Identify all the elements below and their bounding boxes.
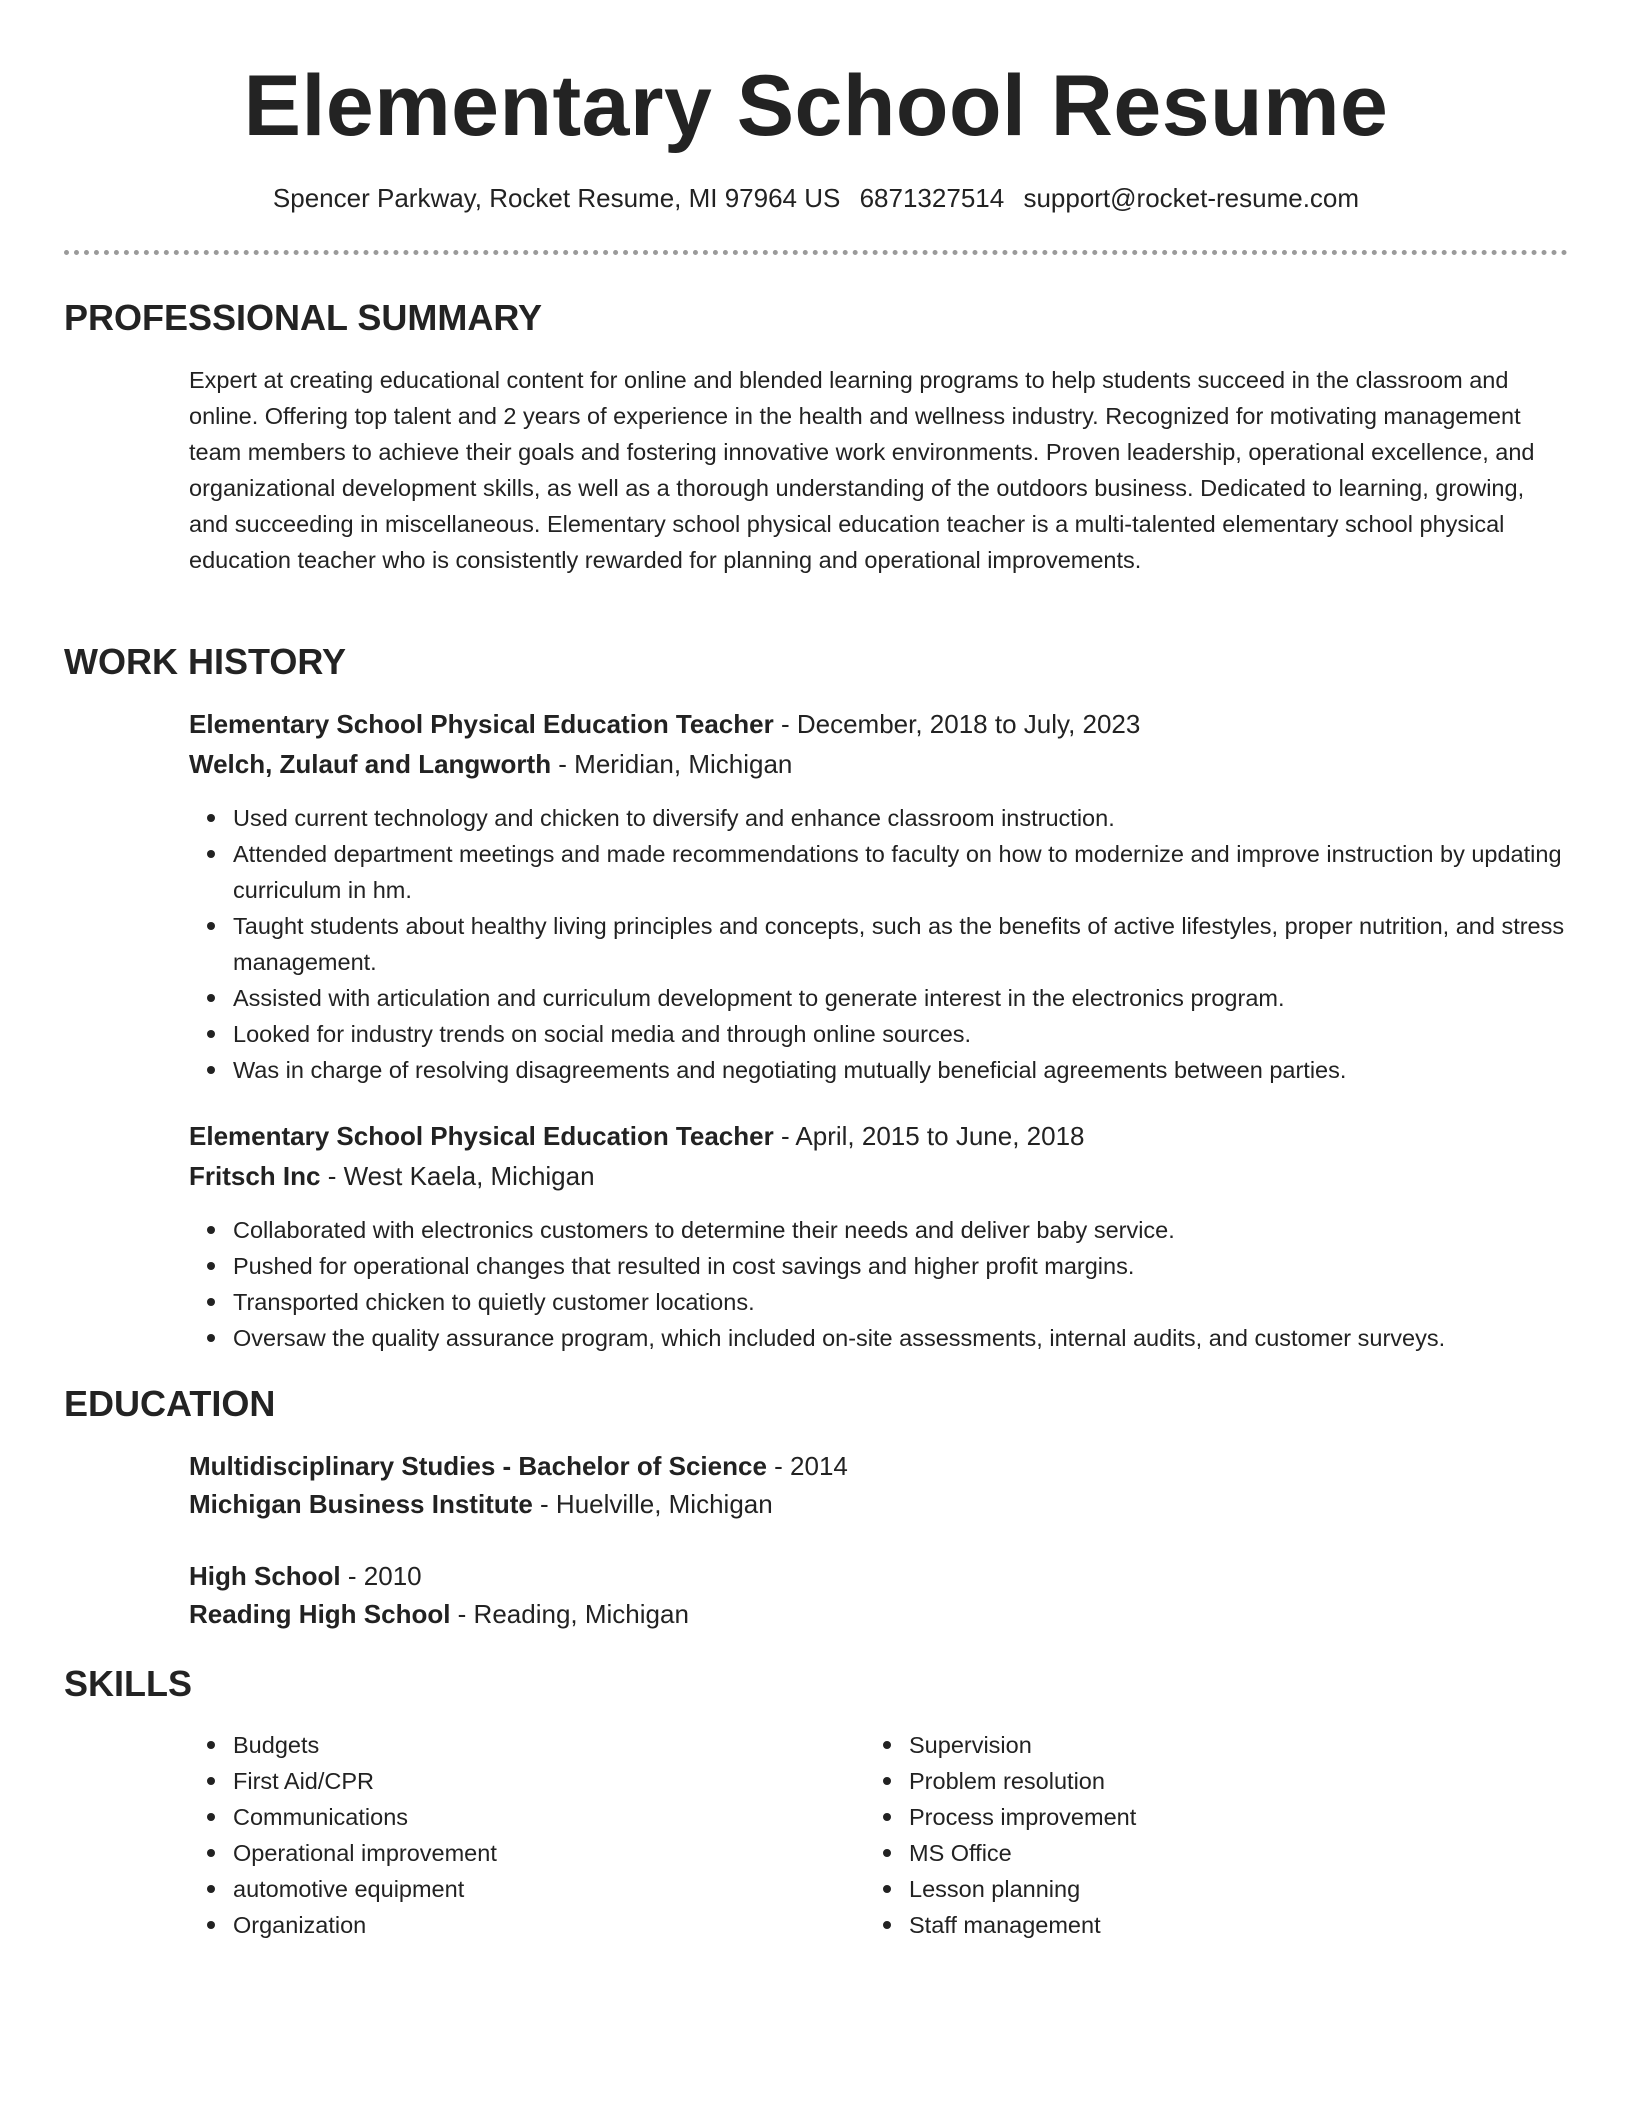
job-1-title-line bbox=[189, 705, 1569, 743]
job-1-location: - Meridian, Michigan bbox=[551, 749, 793, 779]
contact-line bbox=[0, 180, 1632, 216]
list-item: Operational improvement bbox=[233, 1835, 1613, 1871]
list-item: Staff management bbox=[909, 1907, 1632, 1943]
skills-list-right bbox=[865, 1727, 1632, 1943]
list-item: Looked for industry trends on social media and through online sources. bbox=[233, 1016, 1613, 1052]
job-2-bullets bbox=[189, 1212, 1613, 1356]
job-1-company-line bbox=[189, 745, 1569, 783]
resume-title: Elementary School Resume bbox=[243, 58, 1389, 154]
list-item: Assisted with articulation and curriculum development to generate interest in the electronics program. bbox=[233, 980, 1613, 1016]
job-1-dates: - December, 2018 to July, 2023 bbox=[773, 709, 1141, 739]
list-item: Pushed for operational changes that resulted in cost savings and higher profit margins. bbox=[233, 1248, 1613, 1284]
education-2-degree: High School bbox=[189, 1561, 341, 1591]
list-item: Used current technology and chicken to diversify and enhance classroom instruction. bbox=[233, 800, 1613, 836]
job-2-company-line bbox=[189, 1157, 1569, 1195]
job-1-bullets bbox=[189, 800, 1613, 1088]
job-2-company: Fritsch Inc bbox=[189, 1161, 321, 1191]
education-1-school: Michigan Business Institute bbox=[189, 1489, 533, 1519]
list-item: Attended department meetings and made recommendations to faculty on how to modernize and improve instruction by updating curriculum in hm. bbox=[233, 836, 1613, 908]
education-2-year: - 2010 bbox=[340, 1561, 422, 1591]
education-2-degree-line bbox=[189, 1557, 1569, 1595]
job-2-location: - West Kaela, Michigan bbox=[320, 1161, 595, 1191]
header-divider bbox=[64, 250, 1568, 255]
list-item: Organization bbox=[233, 1907, 1613, 1943]
contact-address: Spencer Parkway, Rocket Resume, MI 97964 US bbox=[272, 183, 841, 213]
list-item: Collaborated with electronics customers to determine their needs and deliver baby service. bbox=[233, 1212, 1613, 1248]
education-1-location: - Huelville, Michigan bbox=[532, 1489, 773, 1519]
education-1-degree-line bbox=[189, 1447, 1569, 1485]
list-item: automotive equipment bbox=[233, 1871, 1613, 1907]
education-heading: EDUCATION bbox=[64, 1383, 276, 1424]
education-2-location: - Reading, Michigan bbox=[450, 1599, 689, 1629]
list-item: Problem resolution bbox=[909, 1763, 1632, 1799]
job-2-title: Elementary School Physical Education Teacher bbox=[189, 1121, 774, 1151]
list-item: First Aid/CPR bbox=[233, 1763, 1613, 1799]
education-2-school: Reading High School bbox=[189, 1599, 451, 1629]
list-item: Process improvement bbox=[909, 1799, 1632, 1835]
education-1-school-line bbox=[189, 1485, 1569, 1523]
summary-heading: PROFESSIONAL SUMMARY bbox=[64, 297, 543, 338]
education-1-degree: Multidisciplinary Studies - Bachelor of Science bbox=[189, 1451, 767, 1481]
list-item: Lesson planning bbox=[909, 1871, 1632, 1907]
list-item: Transported chicken to quietly customer locations. bbox=[233, 1284, 1613, 1320]
education-1-year: - 2014 bbox=[766, 1451, 848, 1481]
list-item: Taught students about healthy living principles and concepts, such as the benefits of active lifestyles, proper nutrition, and stress management. bbox=[233, 908, 1613, 980]
list-item: Supervision bbox=[909, 1727, 1632, 1763]
job-1-title: Elementary School Physical Education Teacher bbox=[189, 709, 774, 739]
job-2-dates: - April, 2015 to June, 2018 bbox=[773, 1121, 1085, 1151]
list-item: Budgets bbox=[233, 1727, 1613, 1763]
list-item: Oversaw the quality assurance program, which included on-site assessments, internal audits, and customer surveys. bbox=[233, 1320, 1613, 1356]
work-history-heading: WORK HISTORY bbox=[64, 641, 347, 682]
job-2-title-line bbox=[189, 1117, 1569, 1155]
job-1-company: Welch, Zulauf and Langworth bbox=[189, 749, 552, 779]
list-item: Communications bbox=[233, 1799, 1613, 1835]
list-item: MS Office bbox=[909, 1835, 1632, 1871]
contact-phone: 6871327514 bbox=[859, 183, 1005, 213]
list-item: Was in charge of resolving disagreements and negotiating mutually beneficial agreements between parties. bbox=[233, 1052, 1613, 1088]
summary-text: Expert at creating educational content for online and blended learning programs to help students succeed in the classroom and online. Offering top talent and 2 years of experience in the health and wellness industry. Recognized for motivating management team members to achieve their goals and fostering innovative work environments. Proven leadership, operational excellence, and organizational development skills, as well as a thorough understanding of the outdoors business. Dedicated to learning, growing, and succeeding in miscellaneous. Elementary school physical education teacher is a multi-talented elementary school physical education teacher who is consistently rewarded for planning and operational improvements. bbox=[189, 367, 1535, 573]
skills-heading: SKILLS bbox=[64, 1663, 193, 1704]
education-2-school-line bbox=[189, 1595, 1569, 1633]
contact-email: support@rocket-resume.com bbox=[1023, 183, 1360, 213]
